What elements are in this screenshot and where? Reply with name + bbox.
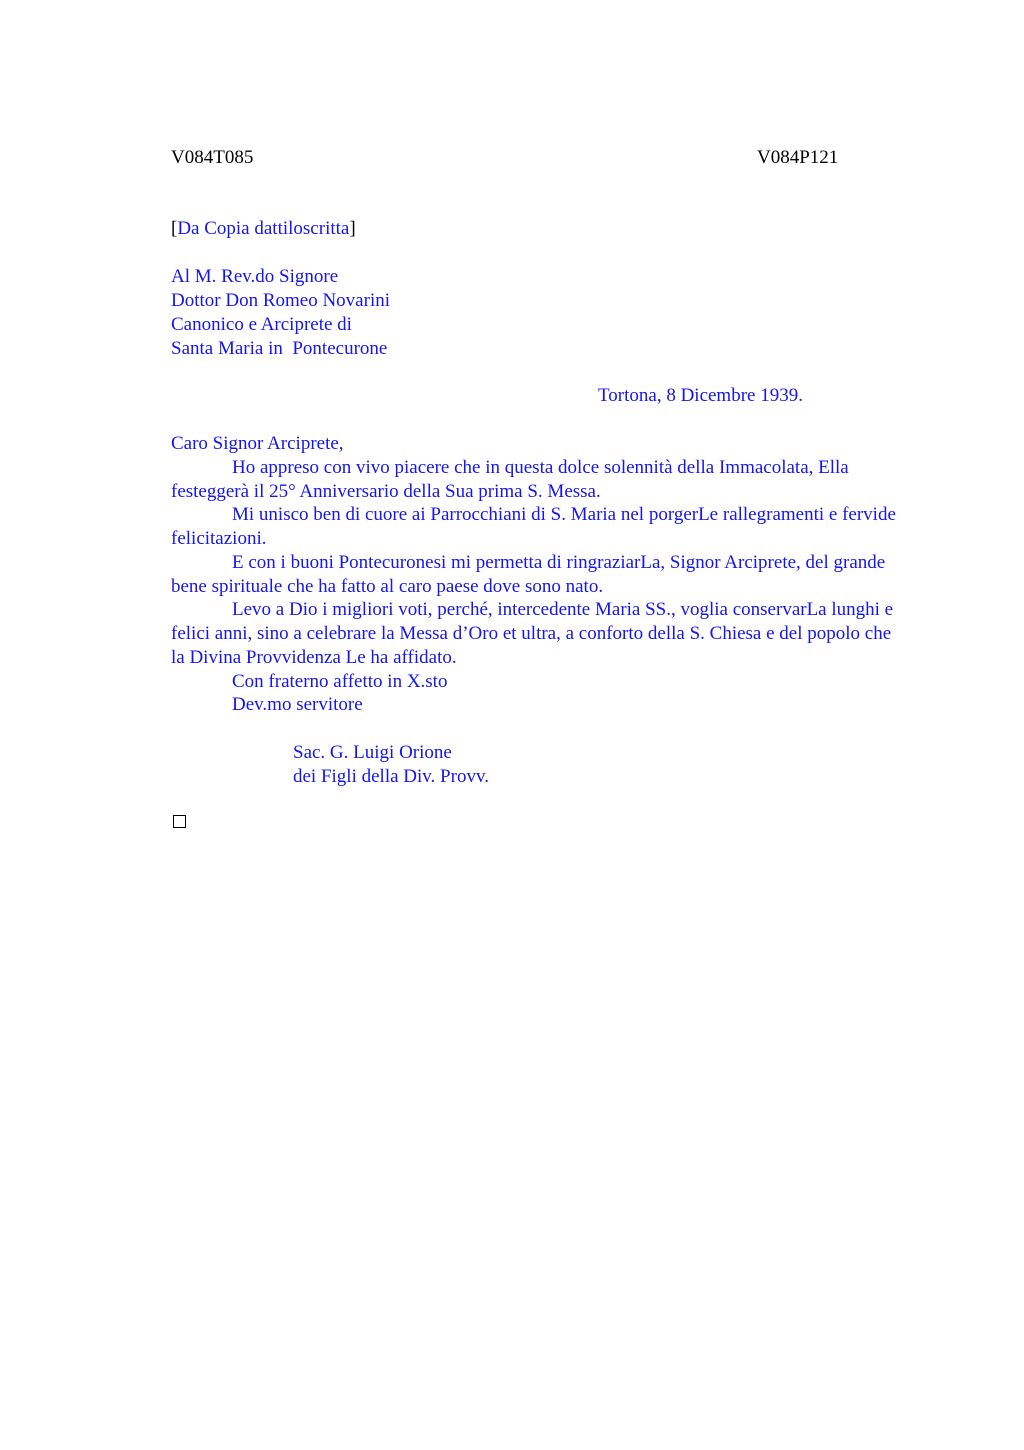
address-line-1: Al M. Rev.do Signore <box>171 266 339 287</box>
body-paragraph-2: Mi unisco ben di cuore ai Parrocchiani di S. Maria nel porgerLe rallegramenti e fervide felicitazioni. <box>171 504 896 549</box>
body-paragraph-3: E con i buoni Pontecuronesi mi permetta di ringraziarLa, Signor Arciprete, del grande bene spirituale che ha fatto al caro paese dove sono nato. <box>171 552 886 597</box>
source-note-text: Da Copia dattiloscritta <box>177 218 350 239</box>
signature-title: dei Figli della Div. Provv. <box>293 766 489 787</box>
salutation: Caro Signor Arciprete, <box>171 433 344 454</box>
body-paragraph-4: Levo a Dio i migliori voti, perché, intercedente Maria SS., voglia conservarLa lunghi e felici anni, sino a celebrare la Messa d’Oro et ultra, a conforto della S. Chiesa e del popolo che la Divina Provvidenza Le ha affidato. <box>171 599 894 668</box>
signature-name: Sac. G. Luigi Orione <box>293 742 452 763</box>
closing-line-2: Dev.mo servitore <box>232 694 363 715</box>
closing-line-1: Con fraterno affetto in X.sto <box>232 671 448 692</box>
right-archive-code: V084P121 <box>757 147 839 168</box>
left-archive-code: V084T085 <box>171 147 254 168</box>
address-line-2: Dottor Don Romeo Novarini <box>171 290 391 311</box>
date-line: Tortona, 8 Dicembre 1939. <box>598 385 803 406</box>
source-note-open-bracket: [ <box>171 218 178 239</box>
body-paragraph-1: Ho appreso con vivo piacere che in questa dolce solennità della Immacolata, Ella festeggerà il 25° Anniversario della Sua prima S. Messa. <box>171 457 849 502</box>
source-note <box>171 217 356 241</box>
source-note-close-bracket: ] <box>349 218 356 239</box>
square-box-icon <box>173 815 186 828</box>
address-line-3: Canonico e Arciprete di <box>171 314 352 335</box>
address-line-4: Santa Maria in Pontecurone <box>171 338 388 359</box>
